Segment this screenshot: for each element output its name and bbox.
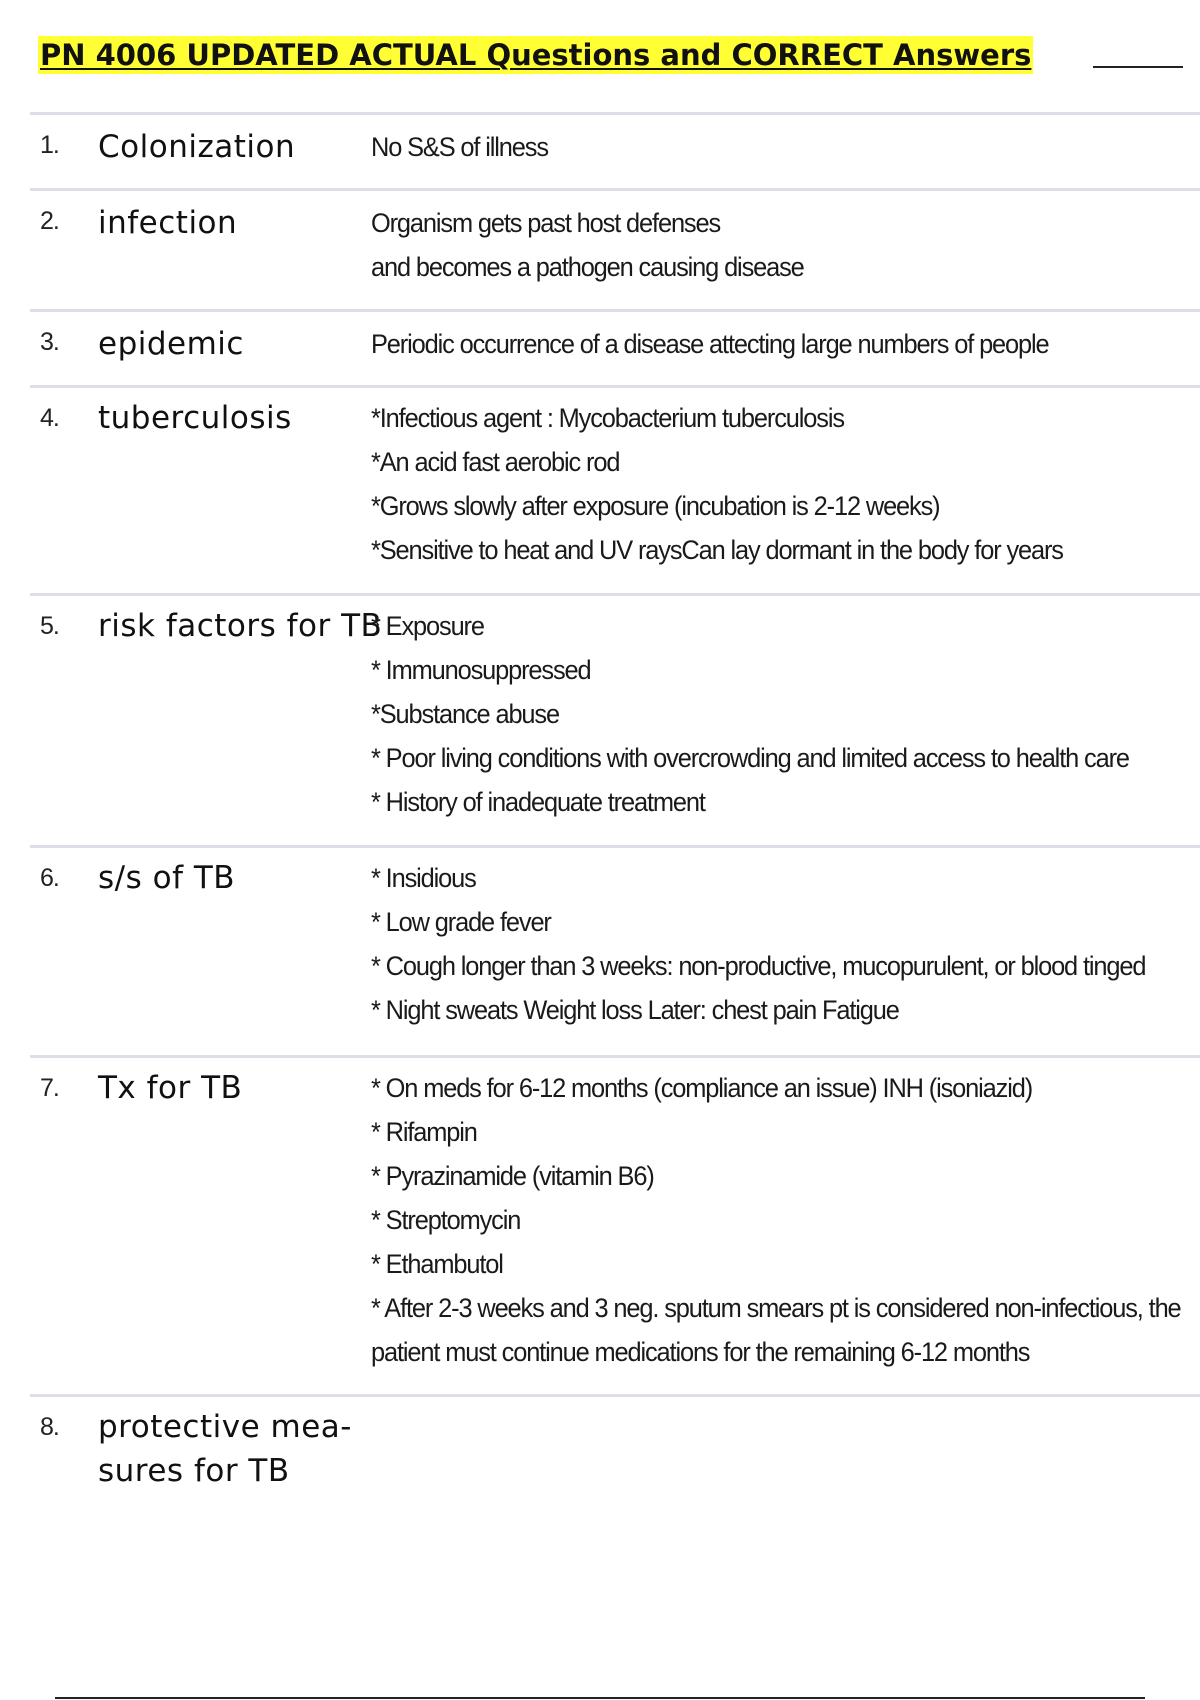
definition-line: * After 2-3 weeks and 3 neg. sputum smears pt is considered non-infectious, the bbox=[371, 1293, 1181, 1323]
item-number: 7. bbox=[40, 1074, 59, 1102]
definition-line: * Ethambutol bbox=[371, 1249, 503, 1279]
item-definition bbox=[371, 125, 1151, 169]
definition-line: * Streptomycin bbox=[371, 1205, 521, 1235]
definition-line: Organism gets past host defenses bbox=[371, 208, 721, 238]
definition-line: * Immunosuppressed bbox=[371, 655, 591, 685]
item-term: Tx for TB bbox=[98, 1070, 243, 1106]
definition-line: * Low grade fever bbox=[371, 907, 551, 937]
item-number: 8. bbox=[40, 1413, 59, 1441]
definition-line: * Poor living conditions with overcrowding and limited access to health care bbox=[371, 743, 1129, 773]
definition-line: *Grows slowly after exposure (incubation is 2-12 weeks) bbox=[371, 491, 940, 521]
qa-row-5 bbox=[30, 593, 1200, 845]
term-line: sures for TB bbox=[98, 1453, 290, 1489]
item-definition bbox=[371, 201, 1151, 289]
definition-line: and becomes a pathogen causing disease bbox=[371, 252, 804, 282]
qa-row-2 bbox=[30, 188, 1200, 309]
document-header bbox=[38, 30, 1143, 82]
definition-line: *An acid fast aerobic rod bbox=[371, 447, 620, 477]
definition-line: * Pyrazinamide (vitamin B6) bbox=[371, 1161, 654, 1191]
qa-list bbox=[30, 112, 1200, 1544]
definition-line: * Rifampin bbox=[371, 1117, 477, 1147]
item-term: epidemic bbox=[98, 326, 244, 362]
item-number: 3. bbox=[40, 328, 59, 356]
item-definition bbox=[371, 322, 1151, 366]
definition-line: No S&S of illness bbox=[371, 132, 548, 162]
definition-line: *Substance abuse bbox=[371, 699, 559, 729]
qa-row-6 bbox=[30, 845, 1200, 1055]
item-term bbox=[98, 1405, 388, 1493]
definition-line: * History of inadequate treatment bbox=[371, 787, 705, 817]
item-number: 6. bbox=[40, 864, 59, 892]
document-title: PN 4006 UPDATED ACTUAL Questions and CORRECT Answers bbox=[40, 38, 1032, 72]
qa-row-7 bbox=[30, 1055, 1200, 1394]
item-term: s/s of TB bbox=[98, 860, 236, 896]
qa-row-8 bbox=[30, 1394, 1200, 1544]
item-number: 1. bbox=[40, 131, 59, 159]
item-definition bbox=[371, 396, 1151, 572]
definition-line: patient must continue medications for the remaining 6-12 months bbox=[371, 1337, 1030, 1367]
footer-rule bbox=[55, 1697, 1145, 1699]
definition-line: * Exposure bbox=[371, 611, 484, 641]
definition-line: * On meds for 6-12 months (compliance an issue) INH (isoniazid) bbox=[371, 1073, 1033, 1103]
definition-line: * Night sweats Weight loss Later: chest pain Fatigue bbox=[371, 995, 899, 1025]
definition-line: *Infectious agent : Mycobacterium tuberculosis bbox=[371, 403, 844, 433]
item-term: risk factors for TB bbox=[98, 608, 383, 644]
item-number: 4. bbox=[40, 404, 59, 432]
title-rule bbox=[1093, 66, 1183, 68]
item-definition bbox=[371, 604, 1151, 824]
definition-line: * Insidious bbox=[371, 863, 476, 893]
item-definition bbox=[371, 1066, 1181, 1374]
item-definition bbox=[371, 856, 1151, 1032]
qa-row-1 bbox=[30, 112, 1200, 188]
qa-row-4 bbox=[30, 385, 1200, 593]
definition-line: *Sensitive to heat and UV raysCan lay dormant in the body for years bbox=[371, 535, 1063, 565]
item-term: Colonization bbox=[98, 129, 296, 165]
item-number: 5. bbox=[40, 612, 59, 640]
qa-row-3 bbox=[30, 309, 1200, 385]
item-number: 2. bbox=[40, 207, 59, 235]
item-term: infection bbox=[98, 205, 238, 241]
term-line: protective mea- bbox=[98, 1409, 352, 1445]
definition-line: Periodic occurrence of a disease attecting large numbers of people bbox=[371, 329, 1049, 359]
definition-line: * Cough longer than 3 weeks: non-productive, mucopurulent, or blood tinged bbox=[371, 951, 1146, 981]
item-term: tuberculosis bbox=[98, 400, 292, 436]
